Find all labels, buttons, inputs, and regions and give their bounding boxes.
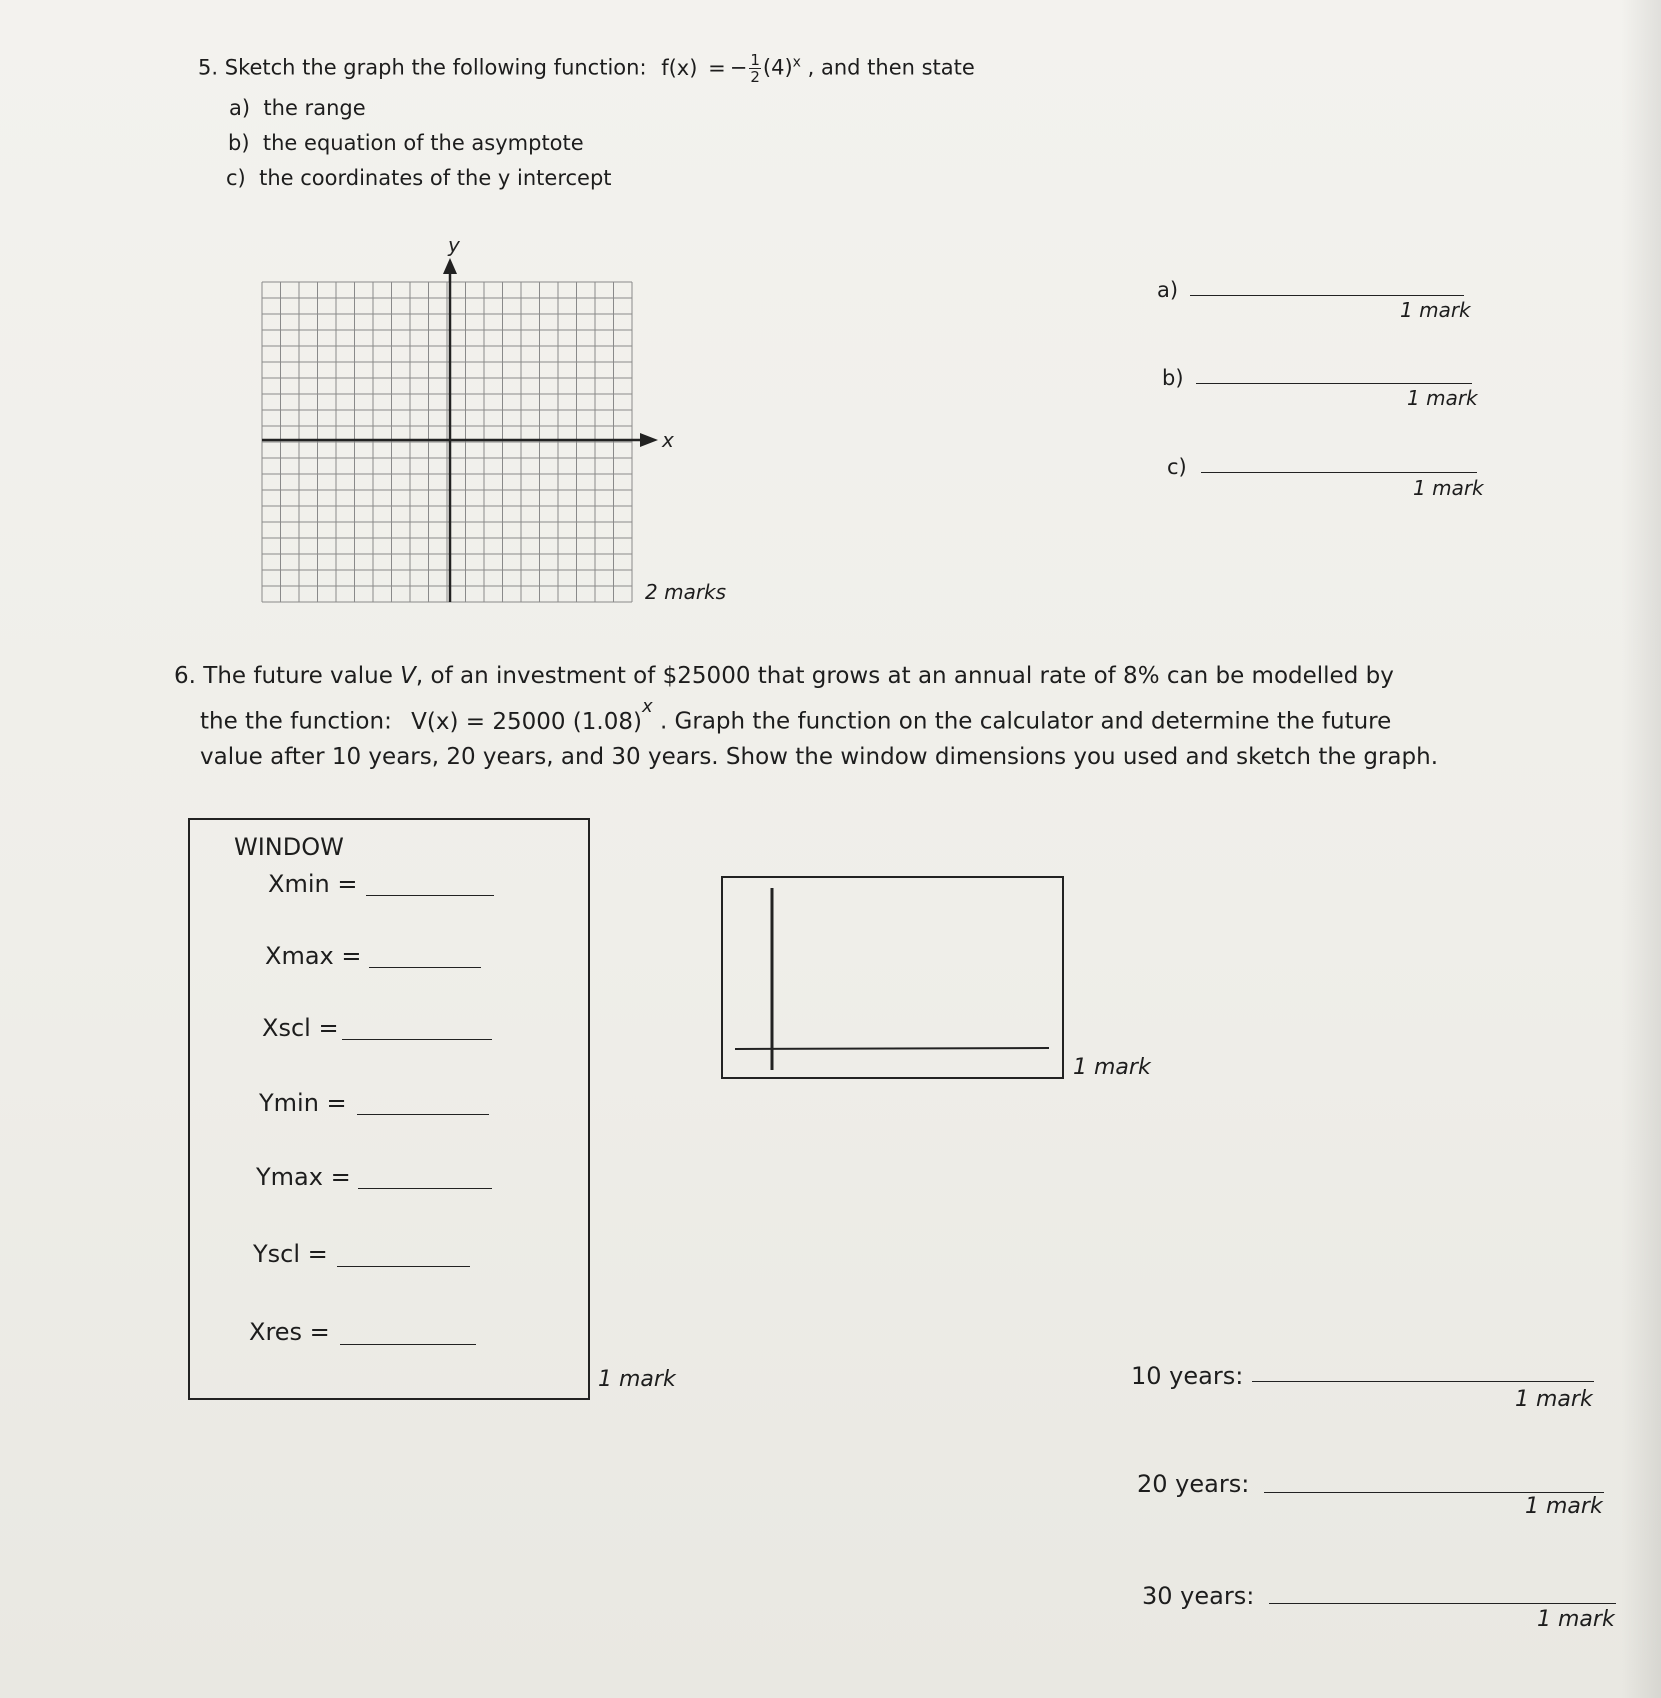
part-label: c)	[226, 166, 246, 190]
question-5-part-b	[228, 131, 584, 155]
x-axis-label: x	[662, 428, 674, 452]
question-5-part-a	[229, 96, 366, 120]
minus-sign: −	[729, 55, 748, 80]
answer-30-years-marks: 1 mark	[1537, 1607, 1615, 1632]
y-axis-label: y	[448, 233, 460, 257]
question-6-line-2	[200, 696, 1392, 735]
answer-a-field[interactable]	[1190, 295, 1464, 296]
y-axis-arrow	[443, 258, 457, 274]
blank-coordinate-grid	[250, 232, 674, 612]
answer-10-years-marks: 1 mark	[1515, 1387, 1593, 1412]
fraction-denominator: 2	[750, 68, 760, 86]
function-base: (4)	[762, 55, 793, 80]
xres-label: Xres =	[249, 1318, 330, 1346]
answer-a-marks: 1 mark	[1400, 298, 1471, 322]
answer-30-years-label: 30 years:	[1142, 1582, 1255, 1610]
function-lhs: f(x)	[661, 55, 698, 80]
question-6-line-2-start: the the function:	[200, 708, 392, 735]
function-exponent: x	[792, 54, 801, 71]
x-axis-arrow	[640, 433, 658, 447]
graph-marks: 2 marks	[645, 580, 727, 604]
answer-30-years-field[interactable]	[1269, 1603, 1616, 1604]
answer-10-years-field[interactable]	[1252, 1381, 1594, 1382]
answer-c-field[interactable]	[1201, 472, 1477, 473]
answer-10-years-label: 10 years:	[1131, 1362, 1244, 1390]
window-marks: 1 mark	[598, 1367, 676, 1392]
question-5-prompt-start: Sketch the graph the following function:	[224, 55, 647, 80]
window-title: WINDOW	[234, 833, 344, 861]
ymin-label: Ymin =	[259, 1089, 347, 1117]
ymin-field[interactable]	[357, 1114, 489, 1115]
xscl-label: Xscl =	[262, 1014, 339, 1042]
calculator-screen-axes	[721, 876, 1064, 1079]
answer-20-years-marks: 1 mark	[1525, 1494, 1603, 1519]
fraction-one-half	[749, 52, 761, 85]
fraction-numerator: 1	[750, 51, 760, 69]
page-edge-shadow	[1621, 0, 1661, 1698]
ymax-field[interactable]	[358, 1188, 492, 1189]
question-5-prompt-end: , and then state	[807, 55, 975, 80]
question-6-line-1	[174, 663, 1394, 689]
question-5-prompt	[198, 52, 975, 85]
question-6-line-2-end: . Graph the function on the calculator and determine the future	[659, 708, 1392, 735]
window-settings-box	[188, 818, 590, 1400]
question-5-part-c	[226, 166, 612, 190]
part-text: the equation of the asymptote	[262, 131, 584, 155]
investment-exponent: x	[641, 696, 653, 717]
screen-x-axis	[735, 1048, 1049, 1049]
yscl-field[interactable]	[337, 1266, 470, 1267]
investment-function: V(x) = 25000 (1.08)	[411, 708, 642, 735]
xmax-label: Xmax =	[265, 942, 362, 970]
variable-v: V	[400, 663, 416, 689]
answer-b-marks: 1 mark	[1407, 386, 1478, 410]
answer-a-label: a)	[1157, 278, 1179, 302]
equals-sign: =	[708, 55, 726, 80]
part-text: the coordinates of the y intercept	[259, 166, 612, 190]
ymax-label: Ymax =	[256, 1163, 351, 1191]
part-label: b)	[228, 131, 250, 155]
yscl-label: Yscl =	[253, 1240, 328, 1268]
answer-c-label: c)	[1167, 455, 1187, 479]
question-6-line-1-end: , of an investment of $25000 that grows at an annual rate of 8% can be modelled by	[415, 663, 1394, 689]
answer-20-years-label: 20 years:	[1137, 1470, 1250, 1498]
xmin-field[interactable]	[366, 895, 494, 896]
answer-20-years-field[interactable]	[1264, 1492, 1604, 1493]
xres-field[interactable]	[340, 1344, 476, 1345]
grid-lines	[262, 282, 632, 602]
sketch-marks: 1 mark	[1073, 1055, 1151, 1080]
xmax-field[interactable]	[369, 967, 481, 968]
question-6-line-3: value after 10 years, 20 years, and 30 years. Show the window dimensions you used and sketch the graph.	[200, 744, 1439, 770]
answer-b-field[interactable]	[1196, 383, 1472, 384]
xmin-label: Xmin =	[268, 870, 358, 898]
answer-c-marks: 1 mark	[1413, 476, 1484, 500]
answer-b-label: b)	[1162, 366, 1184, 390]
part-label: a)	[229, 96, 251, 120]
xscl-field[interactable]	[342, 1039, 492, 1040]
question-5-number: 5.	[198, 55, 219, 80]
question-6-number: 6.	[174, 663, 196, 689]
part-text: the range	[263, 96, 366, 120]
question-6-line-1-start: The future value	[203, 663, 393, 689]
